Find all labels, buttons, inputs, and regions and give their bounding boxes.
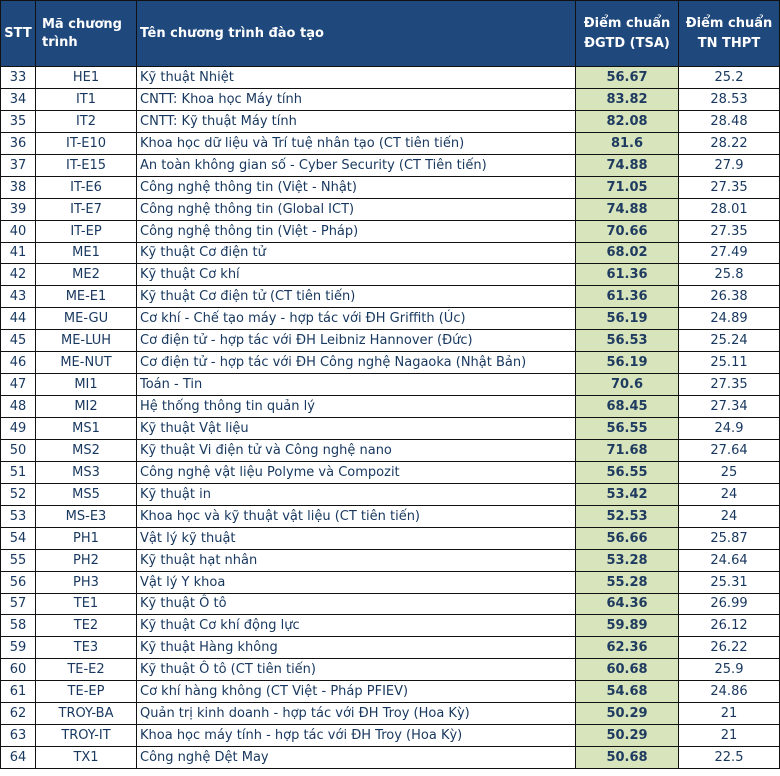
cell-program-code: HE1 [36,67,137,89]
cell-thpt-score: 24 [679,505,780,527]
cell-tsa-score: 56.66 [576,527,679,549]
cell-stt: 43 [1,286,36,308]
table-row [1,154,780,176]
cell-tsa-score: 74.88 [576,198,679,220]
cell-thpt-score: 28.53 [679,88,780,110]
cell-program-name: Toán - Tin [137,374,576,396]
cell-stt: 54 [1,527,36,549]
cell-stt: 59 [1,637,36,659]
header-tsa-score: Điểm chuẩn ĐGTD (TSA) [576,1,679,67]
cell-stt: 64 [1,747,36,769]
cell-program-code: PH1 [36,527,137,549]
header-row [1,1,780,67]
table-row [1,461,780,483]
cell-tsa-score: 50.29 [576,725,679,747]
table-row [1,110,780,132]
table-row [1,439,780,461]
cell-program-code: MS2 [36,439,137,461]
cell-thpt-score: 27.34 [679,396,780,418]
cell-stt: 56 [1,571,36,593]
cell-stt: 61 [1,681,36,703]
cell-stt: 48 [1,396,36,418]
cell-program-code: ME1 [36,242,137,264]
cell-tsa-score: 64.36 [576,593,679,615]
cell-program-name: Vật lý kỹ thuật [137,527,576,549]
cell-thpt-score: 21 [679,725,780,747]
cell-thpt-score: 22.5 [679,747,780,769]
cell-thpt-score: 24.89 [679,308,780,330]
table-row [1,374,780,396]
cell-program-code: TE1 [36,593,137,615]
table-row [1,198,780,220]
cell-stt: 47 [1,374,36,396]
table-row [1,703,780,725]
cell-stt: 63 [1,725,36,747]
cell-program-code: ME-NUT [36,352,137,374]
cell-tsa-score: 50.68 [576,747,679,769]
cell-program-name: Kỹ thuật Cơ điện tử (CT tiên tiến) [137,286,576,308]
cell-program-name: Kỹ thuật Vật liệu [137,418,576,440]
cell-program-code: MS3 [36,461,137,483]
cell-thpt-score: 24 [679,483,780,505]
table-row [1,527,780,549]
cell-tsa-score: 53.28 [576,549,679,571]
cell-program-name: Công nghệ Dệt May [137,747,576,769]
cell-tsa-score: 56.55 [576,418,679,440]
cell-stt: 60 [1,659,36,681]
cell-thpt-score: 27.35 [679,176,780,198]
table-row [1,242,780,264]
cell-tsa-score: 81.6 [576,132,679,154]
cell-stt: 35 [1,110,36,132]
cell-program-name: CNTT: Khoa học Máy tính [137,88,576,110]
cell-tsa-score: 50.29 [576,703,679,725]
cell-thpt-score: 27.35 [679,374,780,396]
cell-thpt-score: 27.9 [679,154,780,176]
cell-stt: 62 [1,703,36,725]
cell-stt: 41 [1,242,36,264]
header-stt: STT [1,1,36,67]
cell-tsa-score: 68.02 [576,242,679,264]
cell-program-name: Vật lý Y khoa [137,571,576,593]
cell-stt: 57 [1,593,36,615]
cell-program-name: Kỹ thuật Nhiệt [137,67,576,89]
table-row [1,88,780,110]
cell-program-name: Cơ khí hàng không (CT Việt - Pháp PFIEV) [137,681,576,703]
table-row [1,637,780,659]
header-program-name: Tên chương trình đào tạo [137,1,576,67]
cell-tsa-score: 68.45 [576,396,679,418]
cell-thpt-score: 25.2 [679,67,780,89]
cell-thpt-score: 26.22 [679,637,780,659]
cell-stt: 36 [1,132,36,154]
cell-tsa-score: 71.68 [576,439,679,461]
cell-program-code: ME-E1 [36,286,137,308]
cell-program-name: Khoa học máy tính - hợp tác với ĐH Troy (Hoa Kỳ) [137,725,576,747]
cell-tsa-score: 56.19 [576,352,679,374]
table-row [1,308,780,330]
cell-program-name: Công nghệ thông tin (Global ICT) [137,198,576,220]
table-row [1,352,780,374]
cell-stt: 34 [1,88,36,110]
cell-program-code: ME2 [36,264,137,286]
cell-thpt-score: 28.48 [679,110,780,132]
cell-program-code: MI2 [36,396,137,418]
cell-program-name: Cơ điện tử - hợp tác với ĐH Leibniz Hannover (Đức) [137,330,576,352]
cell-tsa-score: 55.28 [576,571,679,593]
cell-program-code: MS-E3 [36,505,137,527]
table-row [1,220,780,242]
table-header [1,1,780,67]
table-row [1,330,780,352]
cell-stt: 33 [1,67,36,89]
cell-thpt-score: 25 [679,461,780,483]
table-row [1,396,780,418]
table-row [1,176,780,198]
table-row [1,659,780,681]
cell-thpt-score: 24.86 [679,681,780,703]
cell-program-name: Công nghệ vật liệu Polyme và Compozit [137,461,576,483]
cell-tsa-score: 71.05 [576,176,679,198]
cell-stt: 45 [1,330,36,352]
cell-program-code: ME-LUH [36,330,137,352]
cell-tsa-score: 62.36 [576,637,679,659]
cell-thpt-score: 25.24 [679,330,780,352]
cell-program-code: TROY-BA [36,703,137,725]
cell-program-code: MI1 [36,374,137,396]
cell-thpt-score: 25.8 [679,264,780,286]
cell-tsa-score: 53.42 [576,483,679,505]
cell-program-code: IT-E10 [36,132,137,154]
cell-program-code: TROY-IT [36,725,137,747]
cell-tsa-score: 54.68 [576,681,679,703]
table-row [1,725,780,747]
cell-program-name: Kỹ thuật Cơ điện tử [137,242,576,264]
cell-program-name: Kỹ thuật Ô tô [137,593,576,615]
header-program-code: Mã chương trình [36,1,137,67]
table-row [1,418,780,440]
cell-stt: 38 [1,176,36,198]
cell-thpt-score: 28.01 [679,198,780,220]
cell-stt: 37 [1,154,36,176]
table-body [1,67,780,769]
cell-stt: 52 [1,483,36,505]
cell-program-code: IT-E7 [36,198,137,220]
cell-stt: 42 [1,264,36,286]
cell-stt: 46 [1,352,36,374]
cell-thpt-score: 25.87 [679,527,780,549]
cell-program-code: TE-EP [36,681,137,703]
cell-program-name: Quản trị kinh doanh - hợp tác với ĐH Troy (Hoa Kỳ) [137,703,576,725]
cell-stt: 49 [1,418,36,440]
table-row [1,483,780,505]
table-row [1,593,780,615]
cell-stt: 44 [1,308,36,330]
header-thpt-score: Điểm chuẩn TN THPT [679,1,780,67]
cell-tsa-score: 56.67 [576,67,679,89]
cell-thpt-score: 27.35 [679,220,780,242]
cell-tsa-score: 70.6 [576,374,679,396]
cell-tsa-score: 82.08 [576,110,679,132]
cell-thpt-score: 21 [679,703,780,725]
table-row [1,549,780,571]
table-row [1,747,780,769]
table-row [1,615,780,637]
table-row [1,505,780,527]
cell-program-name: Kỹ thuật Hàng không [137,637,576,659]
cell-tsa-score: 56.53 [576,330,679,352]
cell-program-name: Công nghệ thông tin (Việt - Nhật) [137,176,576,198]
cell-program-code: PH3 [36,571,137,593]
cell-program-code: IT-EP [36,220,137,242]
cell-program-name: Khoa học dữ liệu và Trí tuệ nhân tạo (CT tiên tiến) [137,132,576,154]
cell-program-name: Kỹ thuật Cơ khí động lực [137,615,576,637]
cell-program-code: MS5 [36,483,137,505]
cell-tsa-score: 70.66 [576,220,679,242]
cell-thpt-score: 26.38 [679,286,780,308]
cell-thpt-score: 25.31 [679,571,780,593]
cell-program-name: Kỹ thuật Cơ khí [137,264,576,286]
cell-program-name: Hệ thống thông tin quản lý [137,396,576,418]
cell-tsa-score: 56.19 [576,308,679,330]
cell-program-code: MS1 [36,418,137,440]
cell-program-code: TE-E2 [36,659,137,681]
cell-program-name: Kỹ thuật hạt nhân [137,549,576,571]
cell-thpt-score: 24.64 [679,549,780,571]
cell-program-code: TE2 [36,615,137,637]
cell-program-code: TX1 [36,747,137,769]
cell-program-code: ME-GU [36,308,137,330]
cell-tsa-score: 83.82 [576,88,679,110]
cell-program-name: Kỹ thuật in [137,483,576,505]
cell-thpt-score: 28.22 [679,132,780,154]
cell-program-code: IT-E6 [36,176,137,198]
table-row [1,264,780,286]
cell-program-name: Cơ điện tử - hợp tác với ĐH Công nghệ Nagaoka (Nhật Bản) [137,352,576,374]
cell-program-code: IT1 [36,88,137,110]
cell-program-name: Công nghệ thông tin (Việt - Pháp) [137,220,576,242]
cell-thpt-score: 24.9 [679,418,780,440]
cell-program-name: An toàn không gian số - Cyber Security (CT Tiên tiến) [137,154,576,176]
cell-program-name: Kỹ thuật Vi điện tử và Công nghệ nano [137,439,576,461]
cell-program-code: TE3 [36,637,137,659]
cell-program-name: Kỹ thuật Ô tô (CT tiên tiến) [137,659,576,681]
cell-stt: 55 [1,549,36,571]
cell-program-code: IT-E15 [36,154,137,176]
cell-program-name: Cơ khí - Chế tạo máy - hợp tác với ĐH Griffith (Úc) [137,308,576,330]
cell-tsa-score: 61.36 [576,264,679,286]
cell-program-name: CNTT: Kỹ thuật Máy tính [137,110,576,132]
cell-stt: 39 [1,198,36,220]
cell-tsa-score: 56.55 [576,461,679,483]
cell-program-name: Khoa học và kỹ thuật vật liệu (CT tiên tiến) [137,505,576,527]
table-row [1,132,780,154]
cell-tsa-score: 61.36 [576,286,679,308]
table-row [1,571,780,593]
cell-thpt-score: 26.12 [679,615,780,637]
cell-thpt-score: 26.99 [679,593,780,615]
cell-stt: 40 [1,220,36,242]
cell-stt: 51 [1,461,36,483]
cell-tsa-score: 60.68 [576,659,679,681]
table-row [1,286,780,308]
cell-thpt-score: 27.49 [679,242,780,264]
cell-program-code: PH2 [36,549,137,571]
table-row [1,681,780,703]
cell-stt: 50 [1,439,36,461]
cell-thpt-score: 27.64 [679,439,780,461]
cell-thpt-score: 25.11 [679,352,780,374]
cell-tsa-score: 52.53 [576,505,679,527]
cell-tsa-score: 74.88 [576,154,679,176]
cell-stt: 58 [1,615,36,637]
cell-thpt-score: 25.9 [679,659,780,681]
cell-stt: 53 [1,505,36,527]
cell-program-code: IT2 [36,110,137,132]
cell-tsa-score: 59.89 [576,615,679,637]
table-row [1,67,780,89]
